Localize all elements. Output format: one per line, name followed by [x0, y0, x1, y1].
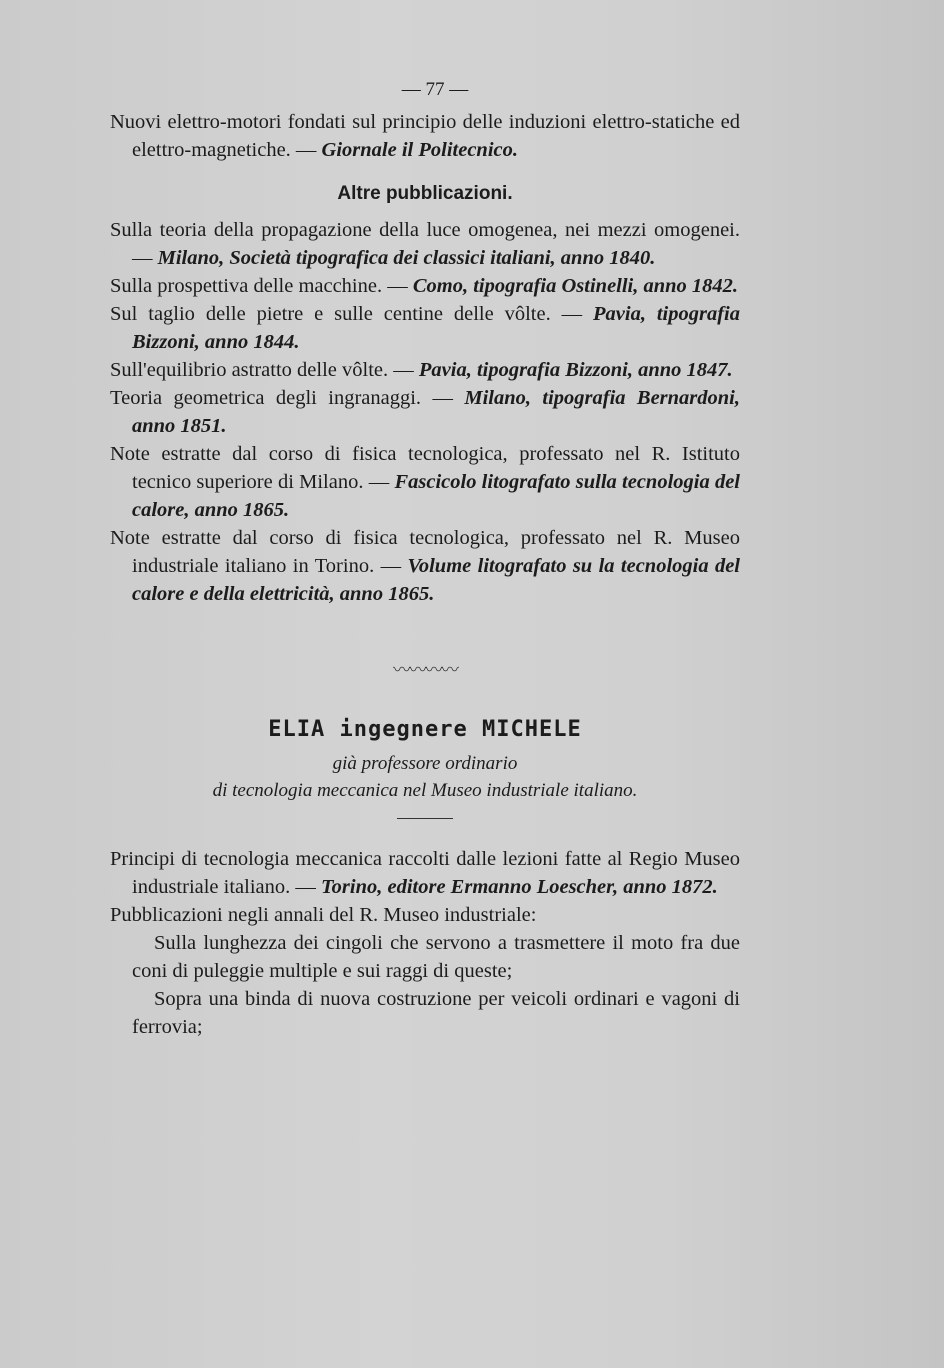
entry-title: Principi di tecnologia meccanica raccolti dalle lezioni fatte al Regio Museo industriale italiano. — — [110, 848, 740, 898]
section-rule — [397, 818, 453, 819]
entry-publisher: Giornale il Politecnico. — [321, 139, 518, 161]
publication-entry — [110, 845, 740, 901]
entry-title: Nuovi elettro-motori fondati sul principio delle induzioni elettro-statiche ed elettro-magnetiche. — — [110, 111, 740, 161]
section-title: Altre pubblicazioni. — [337, 183, 513, 204]
entry-title: Note estratte dal corso di fisica tecnologica, professato nel R. Istituto tecnico superiore di Milano. — — [110, 443, 740, 493]
publication-entry — [110, 384, 740, 440]
author-role: già professore ordinario — [332, 753, 518, 774]
entry-publisher: Milano, tipografia Bernardoni, anno 1851. — [132, 387, 741, 437]
publication-entry — [110, 300, 740, 356]
entry-publisher: Fascicolo litografato sulla tecnologia del calore, anno 1865. — [132, 471, 740, 521]
ornament-divider: 〰〰〰〰 — [393, 660, 457, 680]
entry-title: Sull'equilibrio astratto delle vôlte. — — [110, 359, 419, 381]
entry-title: Teoria geometrica degli ingranaggi. — — [110, 387, 465, 409]
author-role: di tecnologia meccanica nel Museo industriale italiano. — [212, 780, 638, 801]
entry-title: Sulla teoria della propagazione della luce omogenea, nei mezzi omogenei. — — [110, 219, 740, 269]
page-number: — 77 — — [401, 79, 469, 100]
annali-item: Sopra una binda di nuova costruzione per veicoli ordinari e vagoni di ferrovia; — [132, 988, 740, 1038]
entry-title: Sul taglio delle pietre e sulle centine delle vôlte. — — [110, 303, 594, 325]
entry-publisher: Milano, Società tipografica dei classici italiani, anno 1840. — [157, 247, 656, 269]
publication-entry — [110, 272, 740, 300]
entry-title: Sulla prospettiva delle macchine. — — [110, 275, 413, 297]
author-name: ELIA ingegnere MICHELE — [268, 717, 582, 742]
entry-publisher: Como, tipografia Ostinelli, anno 1842. — [412, 275, 739, 297]
entry-publisher: Torino, editore Ermanno Loescher, anno 1872. — [321, 876, 718, 898]
publication-entry — [110, 356, 740, 384]
publication-entry — [110, 108, 740, 164]
text-column — [110, 76, 740, 1041]
annali-heading: Pubblicazioni negli annali del R. Museo industriale: — [110, 904, 537, 926]
publication-entry — [110, 524, 740, 608]
publication-entry — [110, 440, 740, 524]
entry-publisher: Volume litografato su la tecnologia del calore e della elettricità, anno 1865. — [132, 555, 741, 605]
annali-item: Sulla lunghezza dei cingoli che servono a trasmettere il moto fra due coni di puleggie multiple e sui raggi di queste; — [132, 932, 740, 982]
publication-entry — [110, 216, 740, 272]
entry-publisher: Pavia, tipografia Bizzoni, anno 1844. — [132, 303, 740, 353]
entry-publisher: Pavia, tipografia Bizzoni, anno 1847. — [418, 359, 733, 381]
entry-title: Note estratte dal corso di fisica tecnologica, professato nel R. Museo industriale italiano in Torino. — — [110, 527, 740, 577]
